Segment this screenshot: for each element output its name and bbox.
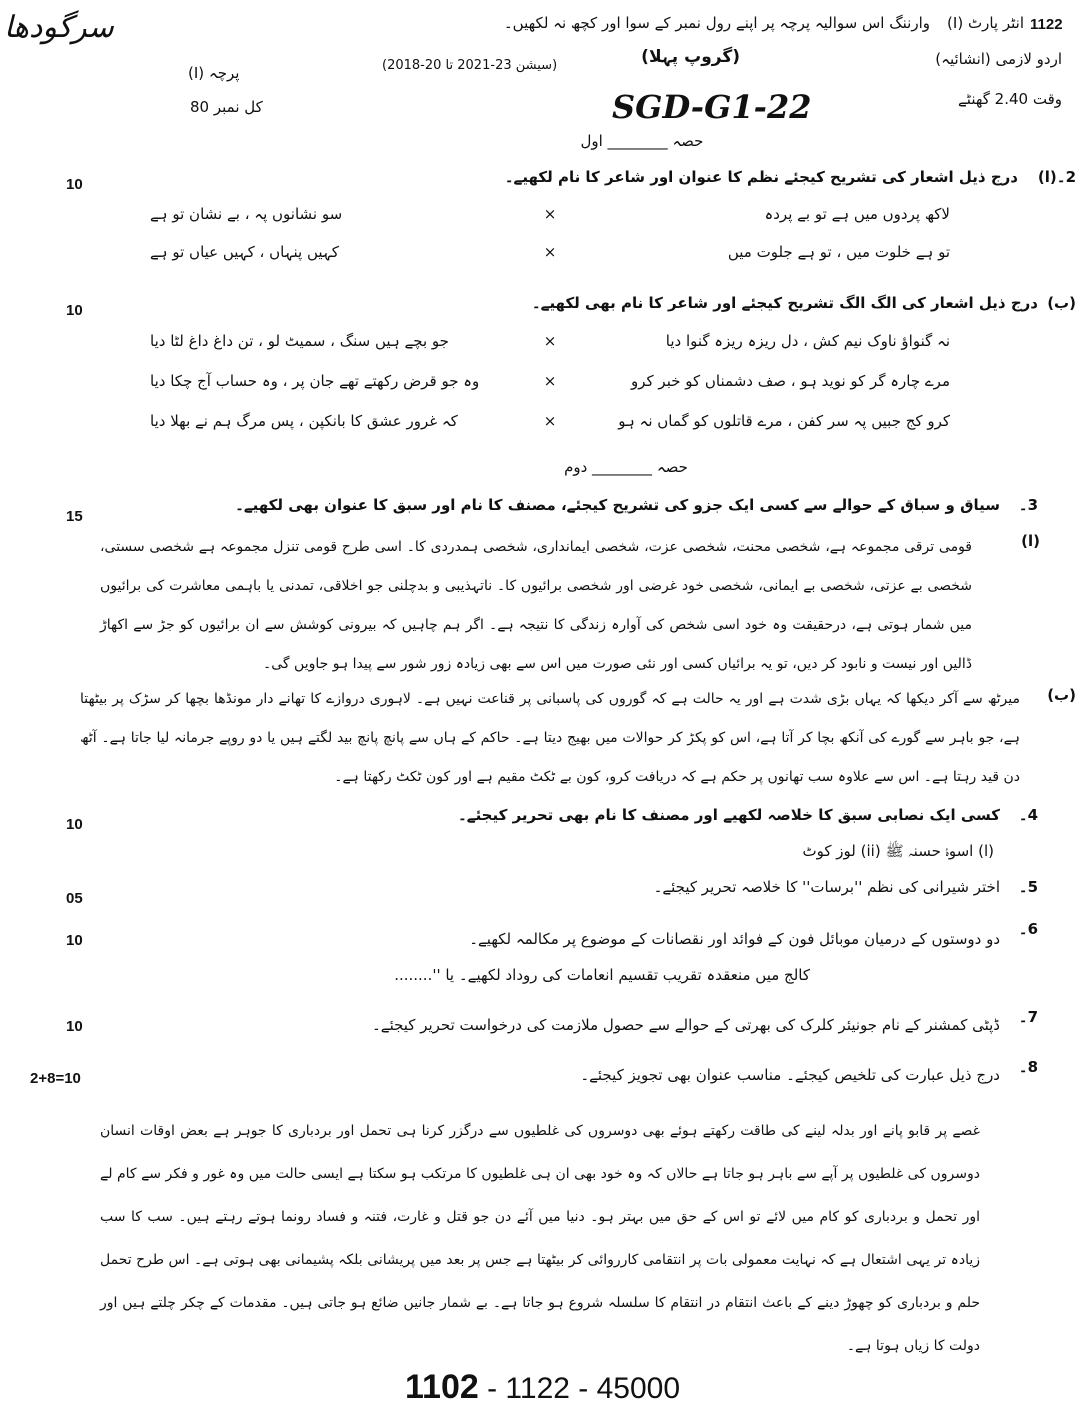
q5-marks: 05 xyxy=(66,890,83,907)
q2b-text: درج ذیل اشعار کی الگ الگ تشریح کیجئے اور شاعر کا نام بھی لکھیے۔ xyxy=(531,294,1038,312)
q8-marks: 2+8=10 xyxy=(30,1070,81,1087)
q6-marks: 10 xyxy=(66,932,83,949)
verse-row xyxy=(150,243,950,281)
verse-half: وہ جو قرض رکھتے تھے جان پر ، وہ حساب آج چکا دیا xyxy=(150,372,480,390)
verse-half: لاکھ پردوں میں ہے تو بے پردہ xyxy=(764,205,950,223)
q6-text: دو دوستوں کے درمیان موبائل فون کے فوائد اور نقصانات کے موضوع پر مکالمہ لکھیے۔ xyxy=(469,930,1000,948)
verse-half: تو ہے خلوت میں ، تو ہے جلوت میں xyxy=(727,243,950,261)
subject-name: اردو لازمی (انشائیہ) xyxy=(935,50,1062,68)
q7-text: ڈپٹی کمشنر کے نام جونیئر کلرک کی بھرتی کے حوالے سے حصول ملازمت کی درخواست تحریر کیجئے۔ xyxy=(371,1016,1000,1034)
q2-marks: 10 xyxy=(66,176,83,193)
q4-text: کسی ایک نصابی سبق کا خلاصہ لکھیے اور مصنف کا نام بھی تحریر کیجئے۔ xyxy=(457,806,1000,824)
verse-row xyxy=(150,205,950,243)
verse-row xyxy=(150,412,950,452)
q6-label: 6۔ xyxy=(1018,920,1038,938)
q5-label: 5۔ xyxy=(1018,878,1038,896)
q2b-label: (ب) xyxy=(1047,294,1076,312)
q2-verses xyxy=(150,205,950,281)
q3-text: سیاق و سباق کے حوالے سے کسی ایک جزو کی تشریح کیجئے، مصنف کا نام اور سبق کا عنوان بھی لکھیے۔ xyxy=(235,496,1000,514)
q2b-verses xyxy=(150,332,950,452)
q2b-marks: 10 xyxy=(66,302,83,319)
q3a-passage: قومی ترقی مجموعہ ہے، شخصی محنت، شخصی عزت، شخصی ایمانداری، شخصی ہمدردی کا۔ اسی طرح قومی تنزل مجموعہ ہے شخصی سستی، شخصی بے عزتی، شخصی بے ایمانی، شخصی خود غرضی اور شخصی برائیوں کا۔ ناتہذیبی و بدچلنی جو اخلاقی، تمدنی یا باہمی معاشرت کی برائیوں میں شمار ہوتی ہے، درحقیقت وہ خود اسی شخص کی آوارہ زندگی کا نتیجہ ہے۔ اگر ہم چاہیں کہ بیرونی کوشش سے ان برائیوں کو جڑ سے اکھاڑ ڈالیں اور نیست و نابود کر دیں، تو یہ برائیاں کسی اور نئی صورت میں اس سے بھی زیادہ زور شور سے پیدا ہو جاویں گی۔ xyxy=(100,539,972,672)
q4-options: (ا) اسوۂ حسنہ ﷺ (ii) لوز کوٹ xyxy=(802,842,994,860)
q3b-label: (ب) xyxy=(1047,686,1076,704)
verse-half: کرو کج جبیں پہ سر کفن ، مرے قاتلوں کو گماں نہ ہو xyxy=(618,412,950,430)
paper-number: پرچہ (I) xyxy=(188,64,240,82)
paper-part: انٹر پارٹ (I) xyxy=(947,14,1024,32)
paper-stamp: SGD-G1-22 xyxy=(612,88,812,126)
verse-half: سو نشانوں پہ ، بے نشان تو ہے xyxy=(150,205,343,223)
q2-text: درج ذیل اشعار کی تشریح کیجئے نظم کا عنوان اور شاعر کا نام لکھیے۔ xyxy=(504,168,1018,186)
q4-label: 4۔ xyxy=(1018,806,1038,824)
q3-label: 3۔ xyxy=(1018,496,1038,514)
footer-code-rest: - 1122 - 45000 xyxy=(487,1372,681,1405)
q5-text: اختر شیرانی کی نظم ''برسات'' کا خلاصہ تحریر کیجئے۔ xyxy=(653,878,1000,896)
q7-marks: 10 xyxy=(66,1018,83,1035)
q8-text: درج ذیل عبارت کی تلخیص کیجئے۔ مناسب عنوان بھی تجویز کیجئے۔ xyxy=(580,1066,1000,1084)
q7-label: 7۔ xyxy=(1018,1008,1038,1026)
verse-separator: × xyxy=(543,372,557,390)
verse-row xyxy=(150,332,950,372)
q6-or-text: کالج میں منعقدہ تقریب تقسیم انعامات کی روداد لکھیے۔ یا ''........ xyxy=(394,966,810,984)
session-label: (سیشن 23-2021 تا 20-2018) xyxy=(382,58,558,73)
section-one-heading: حصہ ________ اول xyxy=(580,132,704,150)
verse-half: نہ گنواؤ ناوک نیم کش ، دل ریزہ ریزہ گنوا دیا xyxy=(665,332,950,350)
q3-marks: 15 xyxy=(66,508,83,525)
time-allowed: وقت 2.40 گھنٹے xyxy=(958,90,1062,108)
q8-passage: غصے پر قابو پانے اور بدلہ لینے کی طاقت رکھتے ہوئے بھی دوسروں کی غلطیوں سے درگزر کرنا ہی تحمل اور بردباری کا جوہر ہے بعض اوقات انسان دوسروں کی غلطیوں پر آپے سے باہر ہو جاتا ہے حالاں کہ وہ خود بھی ان ہی غلطیوں کا مرتکب ہو سکتا ہے ایسی حالت میں وہ غور و فکر سے کام لے اور تحمل و بردباری کو کام میں لائے تو اس کے حق میں بہتر ہو۔ دنیا میں آئے دن جو قتل و غارت، فتنہ و فساد رونما ہوتے رہتے ہیں۔ سب کا سب زیادہ تر یہی اشتعال ہے کہ نہایت معمولی بات پر انتقامی کارروائی کر بیٹھتا ہے جس پر بعد میں پریشانی بلکہ پشیمانی بھی ہوتی ہے۔ اس طرح تحمل حلم و بردباری کو چھوڑ دینے کے باعث انتقام در انتقام کا سلسلہ شروع ہو جاتا ہے۔ بے شمار جانیں ضائع ہو جاتی ہیں۔ مقدمات کے چکر چلتے ہیں اور دولت کا زیاں ہوتا ہے۔ xyxy=(100,1123,980,1354)
verse-half: کہیں پنہاں ، کہیں عیاں تو ہے xyxy=(150,243,339,261)
verse-separator: × xyxy=(543,332,557,350)
verse-half: کہ غرور عشق کا بانکپن ، پس مرگ ہم نے بھلا دیا xyxy=(150,412,458,430)
q8-label: 8۔ xyxy=(1018,1058,1038,1076)
verse-half: جو بچے ہیں سنگ ، سمیٹ لو ، تن داغ داغ لٹا دیا xyxy=(150,332,449,350)
footer-code xyxy=(405,1368,680,1407)
paper-code: 1122 xyxy=(1030,16,1063,33)
verse-separator: × xyxy=(543,243,557,261)
total-marks: کل نمبر 80 xyxy=(190,98,263,116)
q3b-passage: میرٹھ سے آکر دیکھا کہ یہاں بڑی شدت ہے اور یہ حالت ہے کہ گوروں کی پاسبانی پر قناعت نہیں ہے۔ لاہوری دروازے کا تھانے دار مونڈھا بچھا کر سڑک پر بیٹھتا ہے، جو باہر سے گورے کی آنکھ بچا کر آتا ہے، اس کو پکڑ کر حوالات میں بھیج دیتا ہے۔ حاکم کے ہاں سے پانچ پانچ بید لگتے ہیں یا دو روپے جرمانہ لیا جاتا ہے۔ آٹھ دن قید رہتا ہے۔ اس سے علاوہ سب تھانوں پر حکم ہے کہ دریافت کرو، کون بے ٹکٹ مقیم ہے اور کون ٹکٹ رکھتا ہے۔ xyxy=(80,691,1020,785)
q4-marks: 10 xyxy=(66,816,83,833)
group-label: (گروپ پہلا) xyxy=(641,47,740,67)
q2-label: 2۔(ا) xyxy=(1037,168,1076,186)
footer-code-primary: 1102 xyxy=(405,1368,479,1406)
verse-separator: × xyxy=(543,205,557,223)
verse-half: مرے چارہ گر کو نوید ہو ، صف دشمناں کو خبر کرو xyxy=(630,372,950,390)
verse-separator: × xyxy=(543,412,557,430)
section-two-heading: حصہ ________ دوم xyxy=(564,458,688,476)
q3a-label: (ا) xyxy=(1021,532,1040,550)
handwritten-city: سرگودھا xyxy=(4,10,114,45)
verse-row xyxy=(150,372,950,412)
warning-text: وارننگ اس سوالیہ پرچہ پر اپنے رول نمبر کے سوا اور کچھ نہ لکھیں۔ xyxy=(503,14,930,32)
